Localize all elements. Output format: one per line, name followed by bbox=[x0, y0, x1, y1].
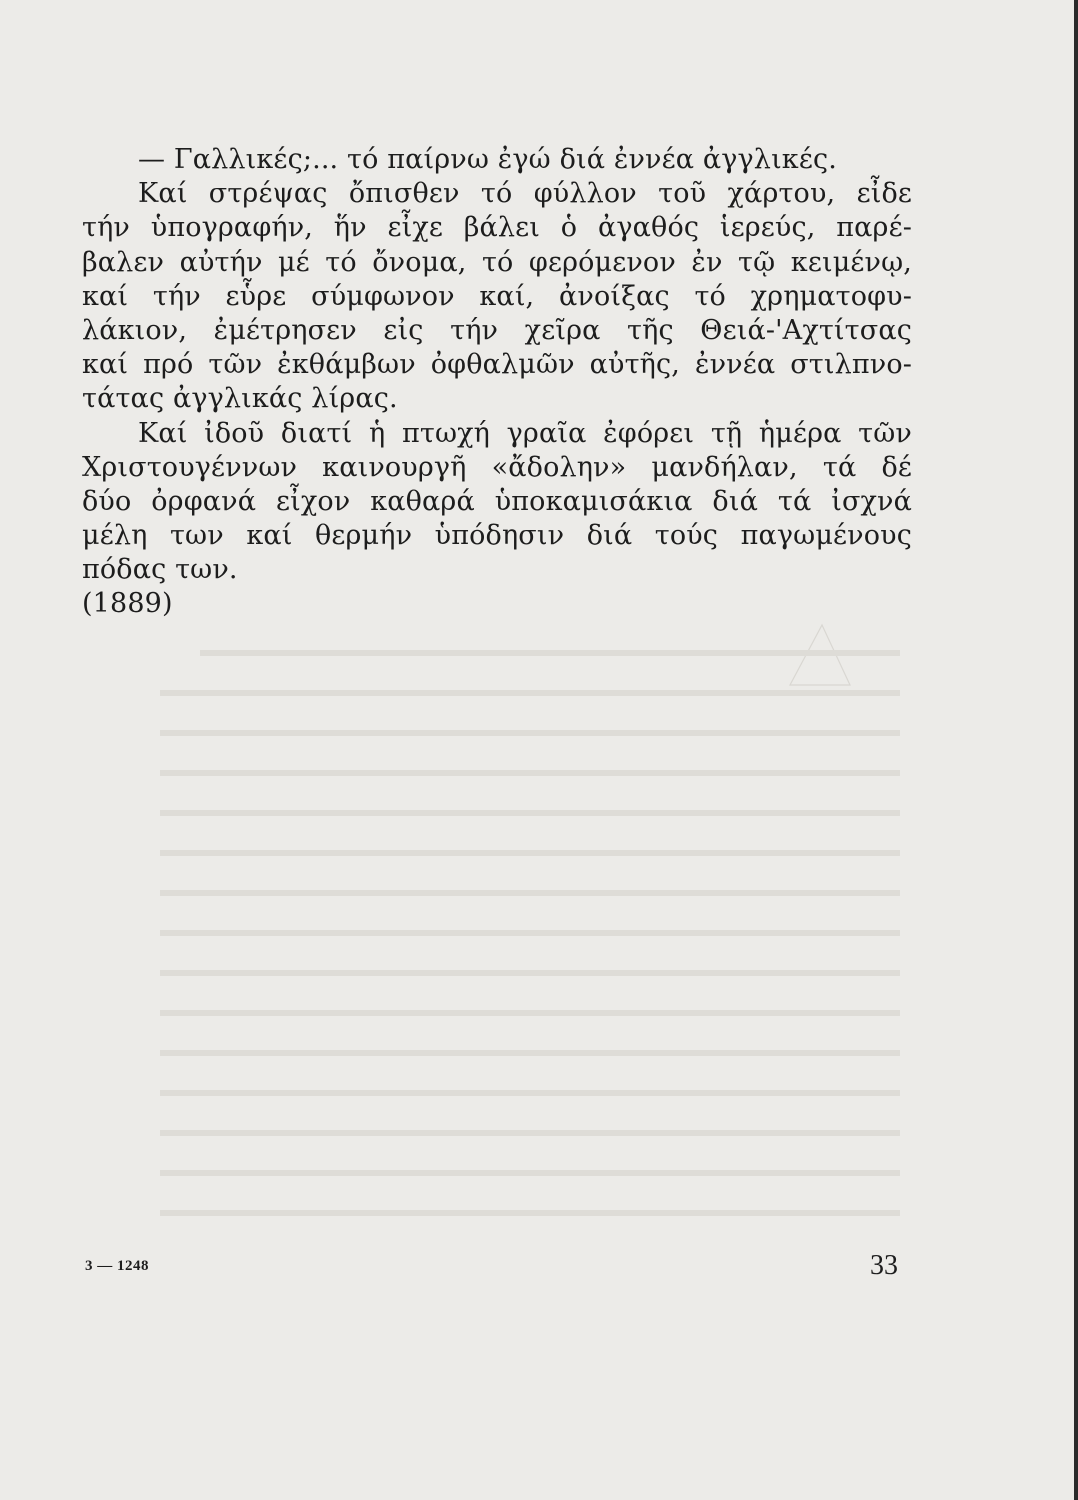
main-text bbox=[82, 143, 912, 622]
text-line: πόδας των. bbox=[82, 554, 238, 586]
text-line: τάτας ἀγγλικάς λίρας. bbox=[82, 383, 398, 415]
printer-signature-mark: 3 — 1248 bbox=[85, 1258, 149, 1274]
text-line: Χριστουγέννων καινουργῆ «ἄδολην» μανδήλαν, τά δέ bbox=[82, 451, 912, 483]
text-line: τήν ὑπογραφήν, ἥν εἶχε βάλει ὁ ἀγαθός ἱερεύς, παρέ- bbox=[82, 212, 912, 244]
text-line: δύο ὀρφανά εἶχον καθαρά ὑποκαμισάκια διά τά ἰσχνά bbox=[82, 485, 912, 517]
text-line: Καί στρέψας ὄπισθεν τό φύλλον τοῦ χάρτου, εἶδε bbox=[138, 178, 912, 210]
text-line: — Γαλλικές;... τό παίρνω ἐγώ διά ἐννέα ἀγγλικές. bbox=[138, 144, 837, 175]
text-line: βαλεν αὐτήν μέ τό ὄνομα, τό φερόμενον ἐν τῷ κειμένῳ, bbox=[82, 246, 912, 278]
text-line: λάκιον, ἐμέτρησεν εἰς τήν χεῖρα τῆς Θειά-'Αχτίτσας bbox=[82, 314, 912, 346]
page-number: 33 bbox=[870, 1250, 898, 1281]
text-line: Καί ἰδοῦ διατί ἡ πτωχή γραῖα ἐφόρει τῇ ἡμέρα τῶν bbox=[138, 417, 912, 449]
text-line: καί τήν εὗρε σύμφωνον καί, ἀνοίξας τό χρηματοφυ- bbox=[82, 280, 912, 312]
date-line: (1889) bbox=[82, 588, 173, 620]
page-edge bbox=[1074, 0, 1078, 1500]
text-line: καί πρό τῶν ἐκθάμβων ὀφθαλμῶν αὐτῆς, ἐννέα στιλπνο- bbox=[82, 349, 912, 381]
text-line: μέλη των καί θερμήν ὑπόδησιν διά τούς παγωμένους bbox=[82, 520, 912, 552]
